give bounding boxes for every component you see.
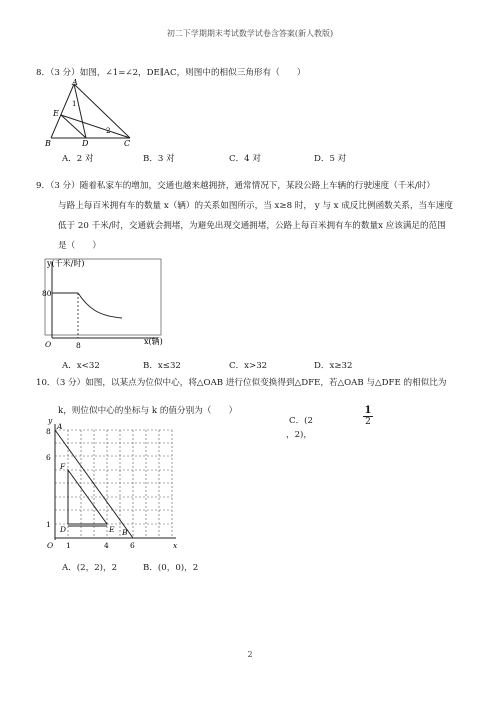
q10-x-tick-1: 1 [66,541,71,550]
q9-y-axis-label: y(千米/时) [47,259,85,268]
q9-option-b: B．x≤32 [143,361,181,371]
q8-triangle-figure [44,78,139,148]
q9-line-2: 与路上每百米拥有车的数量 x（辆）的关系如图所示，当 x≥8 时， y 与 x 成反比例函数关系，当车速度 [58,201,453,211]
q9-option-a: A．x<32 [62,361,100,371]
q10-point-d: D [60,525,67,534]
q9-line-1: 9．（3 分）随着私家车的增加，交通也越来越拥挤，通常情况下，某段公路上车辆的行驶速度（千米/时） [36,181,435,191]
q9-origin-label: O [45,340,52,349]
q10-x-tick-4: 4 [104,541,109,550]
q10-point-e: E [109,525,115,534]
q8-option-d: D．5 对 [314,154,347,164]
q8-option-b: B．3 对 [143,154,175,164]
q10-grid-figure [44,416,184,558]
q8-label-a: A [72,78,78,87]
q8-label-d: D [82,139,89,148]
q10-origin: O [47,541,54,550]
q10-line-1: 10．（3 分）如图，以某点为位似中心，将△OAB 进行位似变换得到△DFE，若△OAB 与△DFE 的相似比为 [36,378,447,388]
q10-fraction [363,405,373,428]
q8-label-2: 2 [106,127,111,135]
q10-option-c-part2: ，2)， [286,430,313,440]
q10-point-f: F [60,462,66,471]
q10-y-tick-6: 6 [46,453,51,462]
q9-y-value-label: 80 [42,289,52,298]
q9-line-4: 是（ ） [58,241,101,251]
q9-x-axis-label: x(辆) [144,337,163,346]
q9-option-c: C．x>32 [229,361,268,371]
q10-fraction-denominator: 2 [363,416,373,428]
q10-x-axis: x [173,541,178,550]
q10-fraction-numerator: 1 [364,405,372,416]
q8-option-c: C．4 对 [229,154,261,164]
q10-line-2: k，则位似中心的坐标与 k 的值分别为（ ） [58,406,238,416]
q9-speed-graph [40,256,168,350]
q10-point-b: B [122,528,128,537]
q10-option-b: B．(0，0)，2 [143,563,199,573]
q10-option-c-part1: C．(2 [289,416,313,426]
q10-y-tick-1: 1 [46,520,51,529]
q8-label-c: C [124,139,131,148]
q10-option-a: A．(2，2)，2 [62,563,118,573]
page-header: 初二下学期期末考试数学试卷含答案(新人教版) [166,29,334,38]
q8-label-b: B [45,139,51,148]
q8-label-e: E [53,109,59,118]
q8-stem: 8．（3 分）如图，∠1=∠2，DE∥AC，则图中的相似三角形有（ ） [36,68,306,78]
q9-x-value-label: 8 [76,341,81,350]
q10-y-tick-8: 8 [46,427,51,436]
page-number: 2 [247,650,253,659]
q10-x-tick-6: 6 [130,541,135,550]
q8-label-1: 1 [72,100,77,108]
q9-line-3: 低于 20 千米/时，交通就会拥堵，为避免出现交通拥堵，公路上每百米拥有车的数量x 应该满足的范围 [58,221,446,231]
q10-point-a: A [57,422,63,431]
q10-y-axis: y [48,416,53,425]
q9-option-d: D．x≥32 [314,361,353,371]
q8-option-a: A．2 对 [62,154,94,164]
